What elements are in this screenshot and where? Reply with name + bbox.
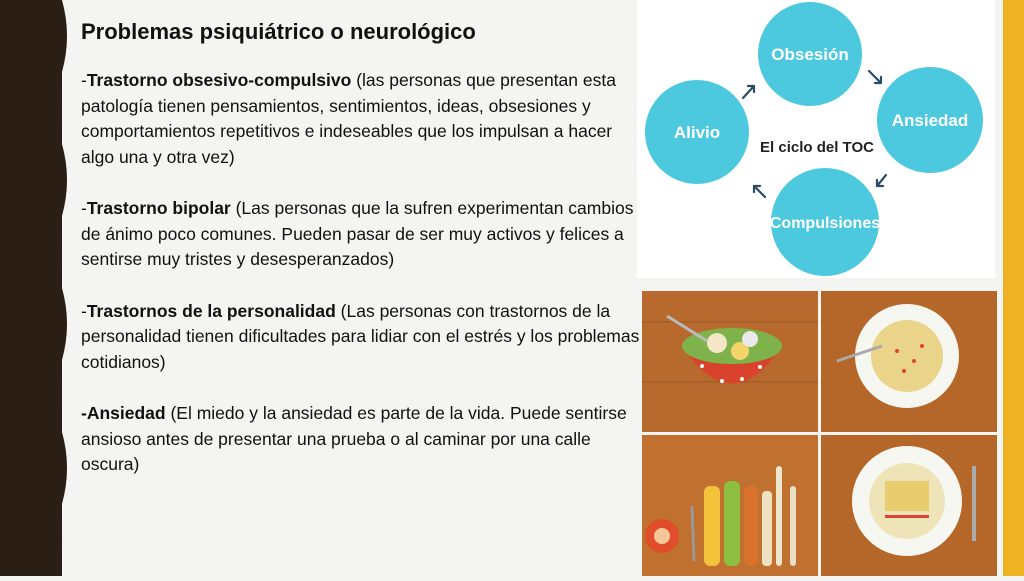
item-desc: (El miedo y la ansiedad es parte de la vida. Puede sentirse ansioso antes de presentar una prueba o al caminar por una calle oscura) [81,403,627,474]
arrow-obsesion-to-ansiedad [869,71,881,83]
node-compulsiones-label: Compulsiones [769,215,881,232]
item-bipolar [81,196,641,273]
slide-title: Problemas psiquiátrico o neurológico [81,19,476,44]
node-obsesion-label: Obsesión [771,45,849,64]
toc-cycle-diagram [637,0,995,278]
node-alivio-label: Alivio [673,123,721,142]
cycle-center-label: El ciclo del TOC [760,139,874,156]
arrow-ansiedad-to-compulsiones [877,175,886,186]
item-personalidad [81,299,641,376]
food-photos-svg [642,291,997,576]
food-photo-grid [642,291,997,576]
scalloped-edge [52,0,72,576]
node-ansiedad-label: Ansiedad [891,111,969,130]
right-accent-band [1003,0,1024,576]
item-term: Trastorno bipolar [86,198,231,218]
item-ansiedad [81,401,641,478]
item-prefix: - [81,198,87,218]
item-prefix: - [81,300,87,321]
photo-arranged-fruit [642,435,818,576]
photo-fruit-bowl [642,291,818,432]
item-prefix: - [81,70,87,90]
photo-arranged-soup [821,435,997,576]
item-desc: (las personas que presentan esta patología tienen pensamientos, sentimientos, ideas, obsesiones y comportamientos repetitivos e indeseables que los impulsan a hacer algo una y otra vez) [81,70,616,167]
toc-cycle-svg [637,0,995,278]
item-desc: (Las personas que la sufren experimentan cambios de ánimo poco comunes. Pueden pasar de ser muy activos y felices a sentirse muy tristes y desesperanzados) [81,198,634,269]
item-term: -Ansiedad [81,403,166,423]
photo-soup-plate [821,291,997,432]
arrow-compulsiones-to-alivio [754,186,765,197]
item-term: Trastorno obsesivo-compulsivo [86,70,352,90]
slide-content [81,18,641,504]
item-desc: (Las personas con trastornos de la personalidad tienen dificultades para lidiar con el estrés y los problemas cotidianos) [81,300,640,372]
item-toc [81,68,641,170]
item-term: Trastornos de la personalidad [86,300,336,321]
arrow-alivio-to-obsesion [743,86,754,98]
